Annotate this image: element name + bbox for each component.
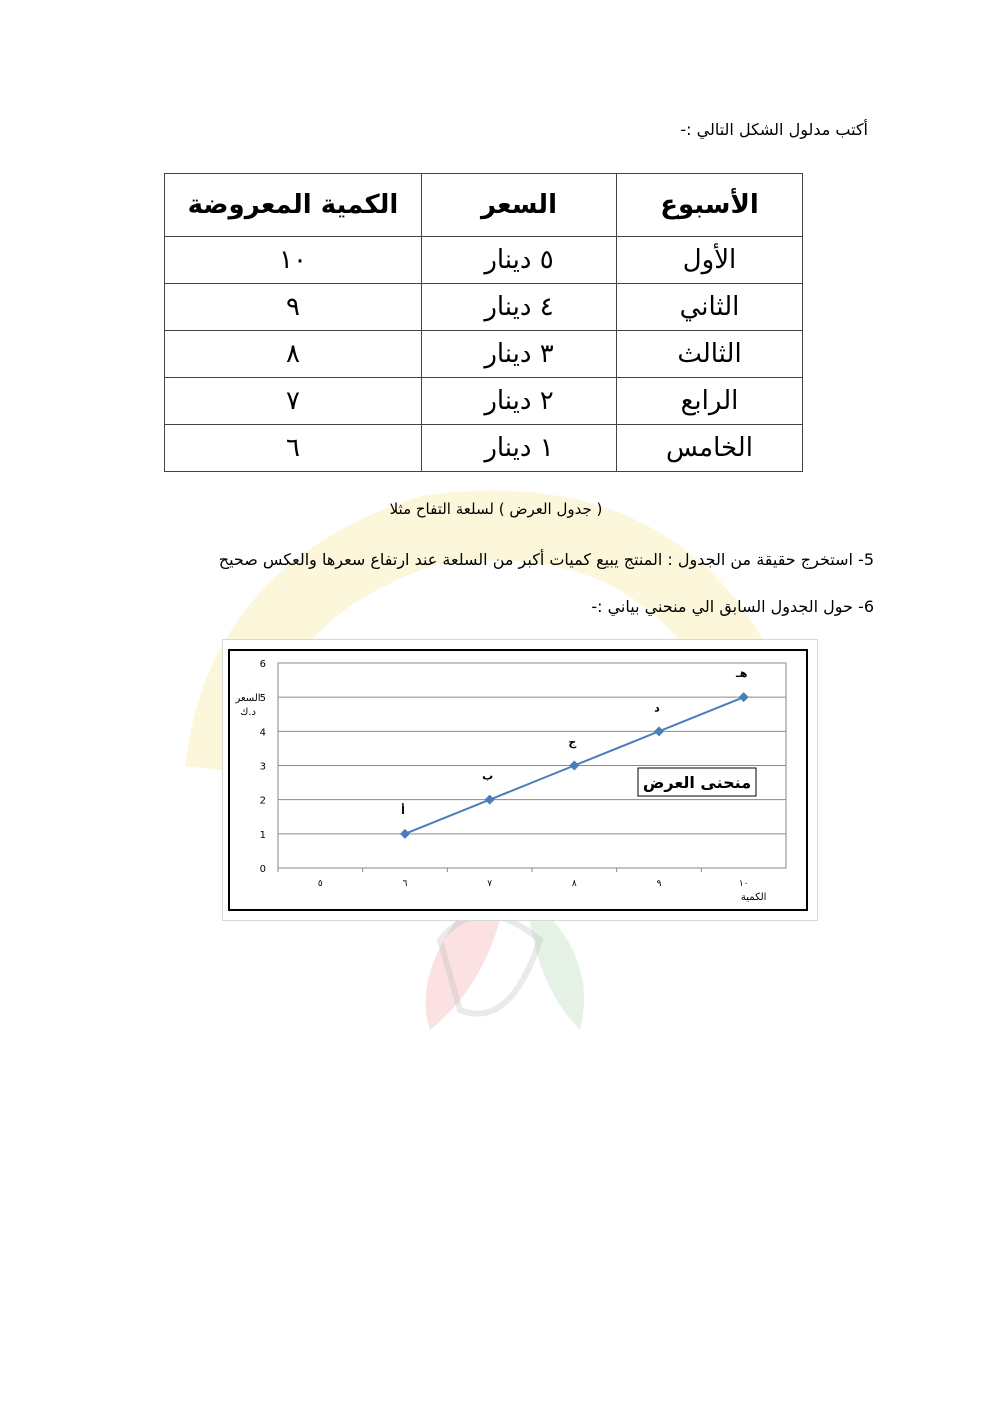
cell-quantity: ٩ [165, 284, 422, 331]
y-axis-label: السعر [235, 693, 261, 704]
cell-week: الثالث [617, 331, 803, 378]
intro-text: أكتب مدلول الشكل التالي :- [680, 120, 868, 139]
y-axis-unit: د.ك [240, 707, 256, 718]
cell-quantity: ٦ [165, 425, 422, 472]
cell-price: ٤ دينار [422, 284, 617, 331]
cell-week: الثاني [617, 284, 803, 331]
chart-container [223, 640, 817, 920]
table-row [165, 378, 803, 425]
point-label: هـ [735, 667, 748, 681]
header-price: السعر [422, 174, 617, 237]
x-tick-label: ٨ [571, 879, 577, 889]
cell-quantity: ٧ [165, 378, 422, 425]
y-tick-label: 1 [259, 829, 266, 841]
y-tick-label: 4 [259, 727, 266, 739]
y-tick-label: 0 [259, 864, 266, 875]
y-tick-label: 3 [259, 761, 266, 773]
cell-price: ١ دينار [422, 425, 617, 472]
header-quantity: الكمية المعروضة [165, 174, 422, 237]
table-row [165, 284, 803, 331]
y-tick-label: 5 [259, 693, 266, 705]
x-tick-label: ١٠ [738, 879, 749, 889]
header-week: الأسبوع [617, 174, 803, 237]
point-label: د [654, 701, 660, 715]
point-label: ب [482, 769, 494, 783]
y-tick-label: 2 [259, 795, 266, 807]
cell-quantity: ١٠ [165, 237, 422, 284]
point-label: أ [401, 803, 405, 817]
x-tick-label: ٧ [487, 879, 493, 889]
x-tick-label: ٩ [656, 879, 662, 889]
chart-title: منحنى العرض [642, 773, 752, 792]
table-row [165, 425, 803, 472]
x-tick-label: ٦ [402, 879, 408, 889]
table-header-row [165, 174, 803, 237]
question-5: 5- استخرج حقيقة من الجدول : المنتج يبيع كميات أكبر من السلعة عند ارتفاع سعرها والعكس صحيح [218, 550, 874, 569]
table-row [165, 237, 803, 284]
cell-week: الرابع [617, 378, 803, 425]
supply-curve-chart [230, 651, 806, 909]
cell-price: ٣ دينار [422, 331, 617, 378]
cell-quantity: ٨ [165, 331, 422, 378]
chart-frame [228, 649, 808, 911]
question-6: 6- حول الجدول السابق الي منحني بياني :- [591, 597, 874, 616]
table-row [165, 331, 803, 378]
x-tick-label: ٥ [317, 879, 323, 889]
table-caption: ( جدول العرض ) لسلعة التفاح مثلا [389, 500, 603, 518]
cell-price: ٢ دينار [422, 378, 617, 425]
supply-table [164, 173, 803, 472]
cell-price: ٥ دينار [422, 237, 617, 284]
y-tick-label: 6 [259, 659, 266, 670]
point-label: ج [568, 735, 577, 749]
x-axis-label: الكمية [740, 892, 767, 903]
cell-week: الخامس [617, 425, 803, 472]
cell-week: الأول [617, 237, 803, 284]
